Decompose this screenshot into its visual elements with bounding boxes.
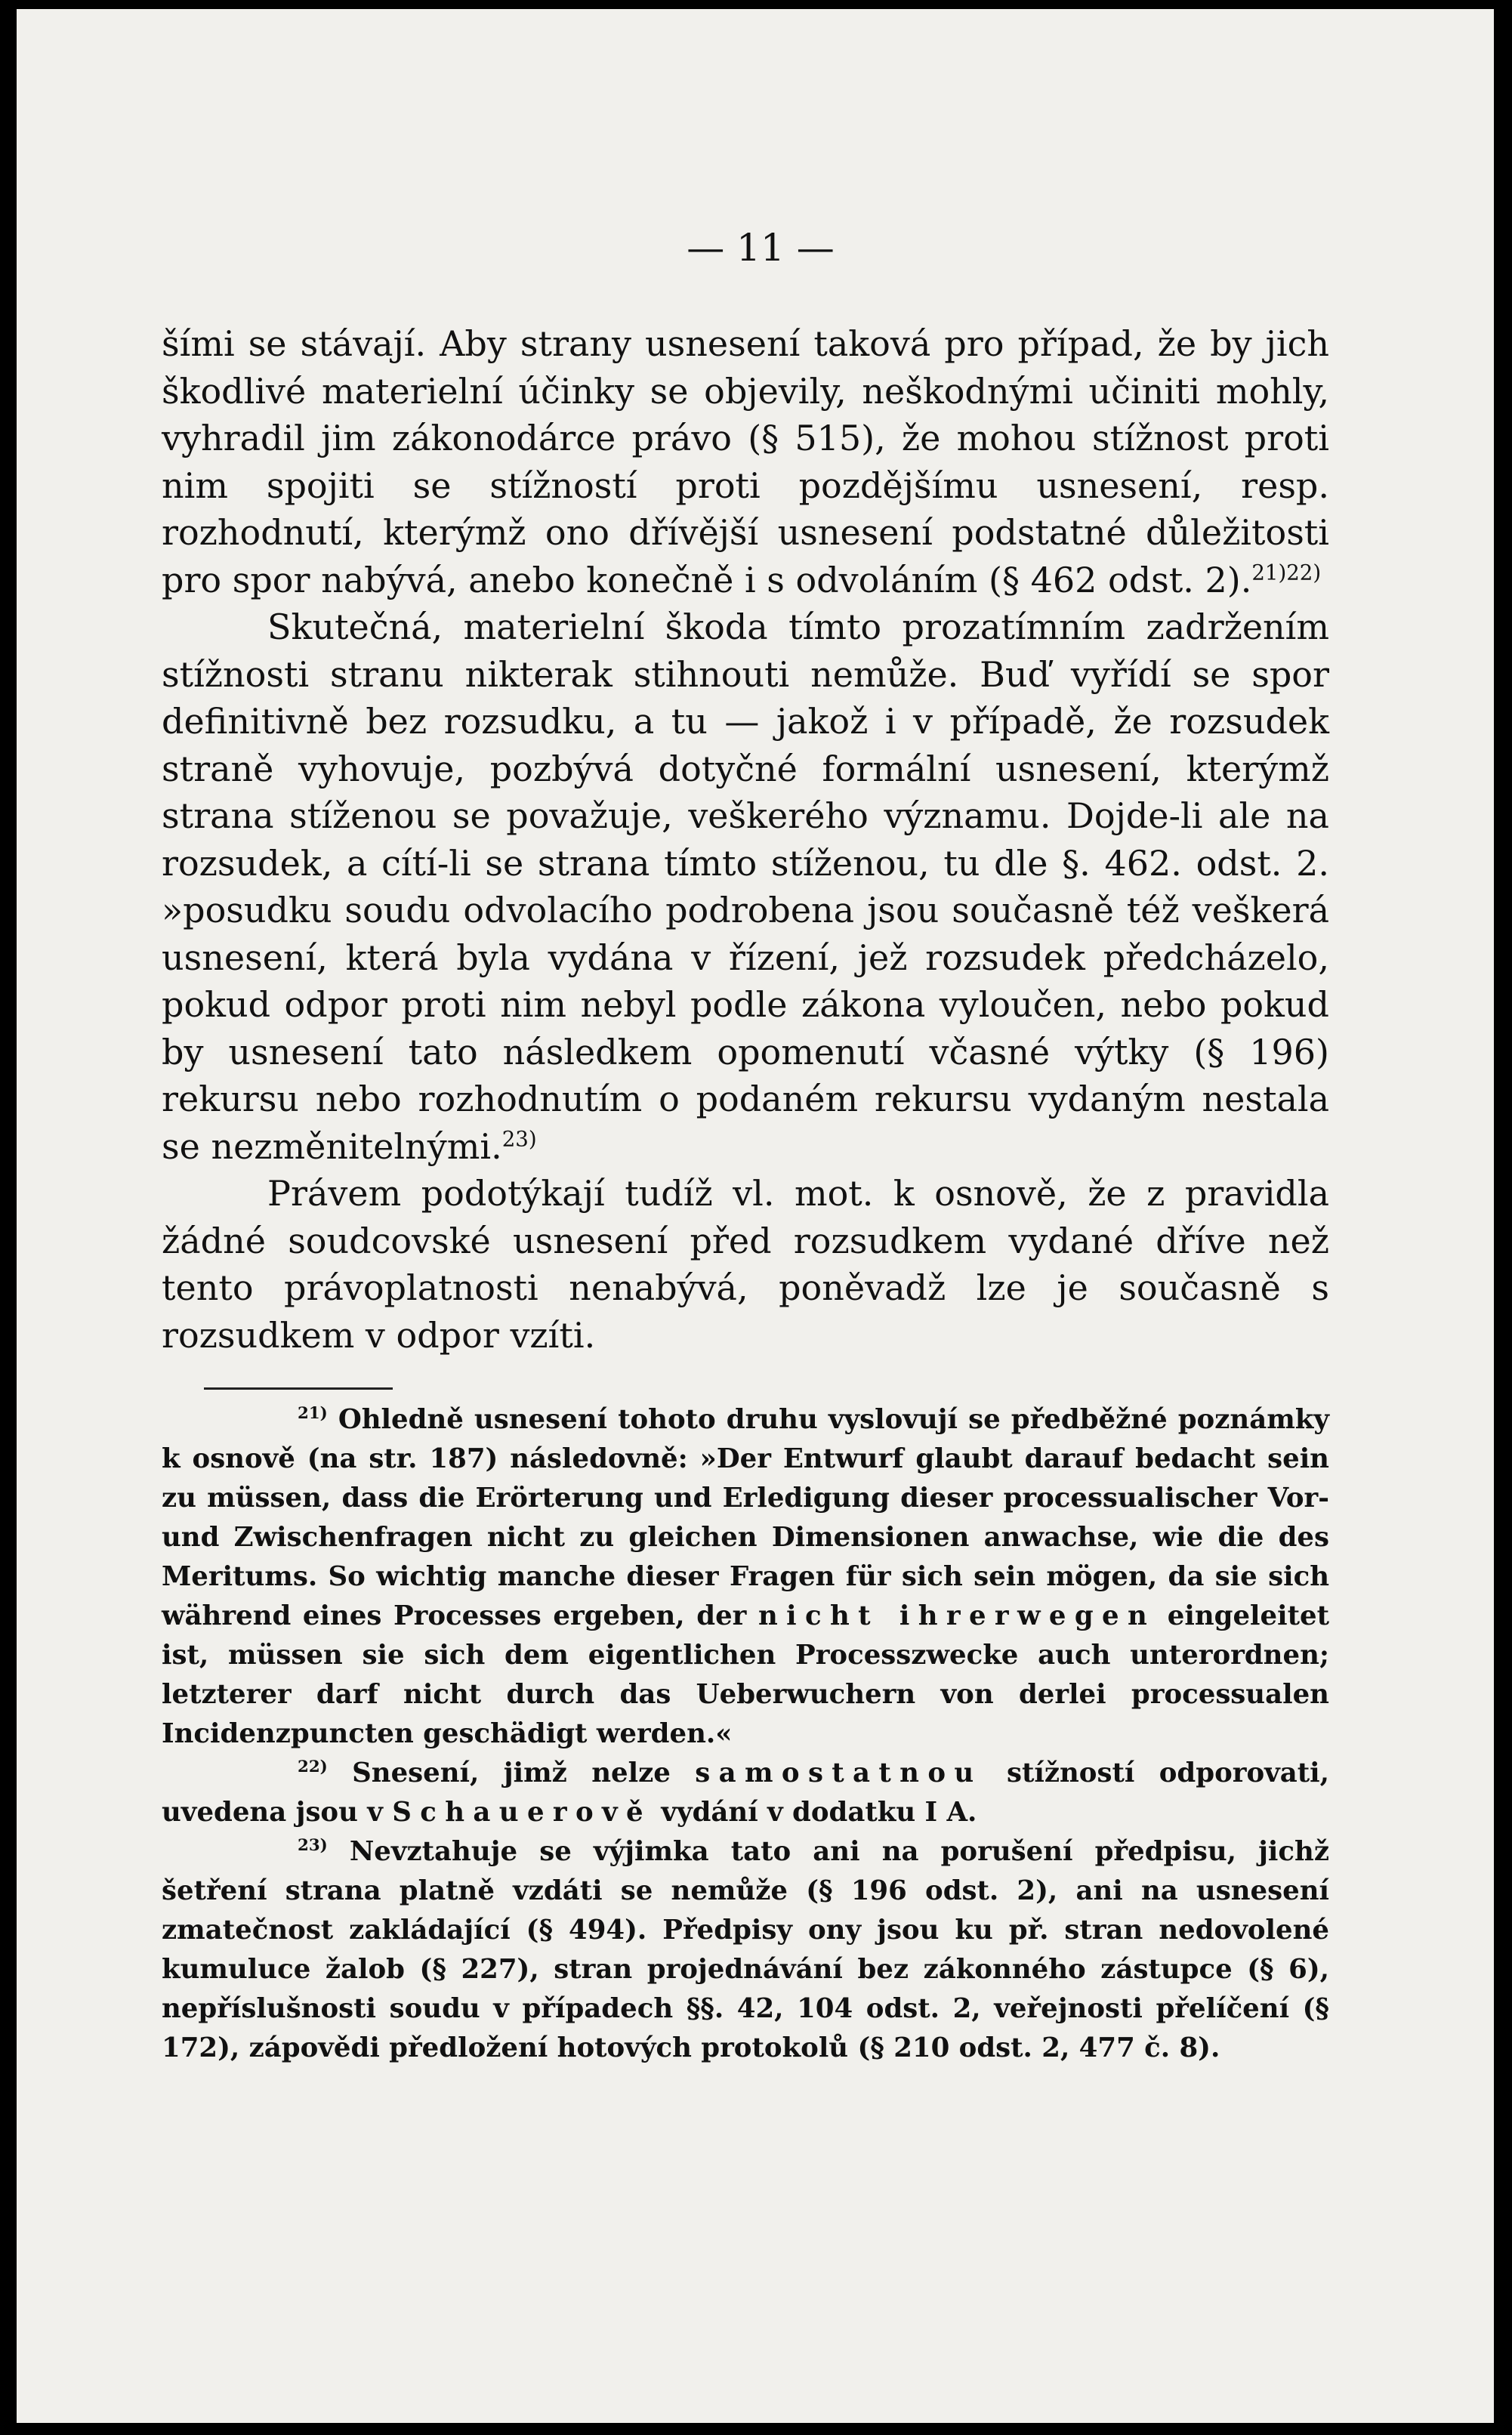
paragraph-1-text: šími se stávají. Aby strany usnesení taková pro případ, že by jich škodlivé materielní účinky se objevily, neškodnými učiniti mohly, vyhradil jim zákonodárce právo (§ 515), že mohou stížnost proti nim spojiti se stížností proti pozdějšímu usnesení, resp. rozhodnutí, kterýmž ono dřívější usnesení podstatné důležitosti pro spor nabývá, anebo konečně i s odvoláním (§ 462 odst. 2). (162, 323, 1329, 600)
footnote-21-text-a: Ohledně usnesení tohoto druhu vyslovují se předběžné poznámky k osnově (na str. 187) následovně: »Der Entwurf glaubt darauf bedacht sein zu müssen, dass die Erörterung und Erledigung dieser processualischer Vor- und Zwischenfragen nicht zu gleichen Dimensionen anwachse, wie die des Meritums. So wichtig manche dieser Fragen für sich sein mögen, da sie sich während eines Processes ergeben, der (162, 1404, 1329, 1631)
page-content (162, 225, 1329, 2068)
footnote-22-text-c: vydání v dodatku I A. (661, 1797, 977, 1828)
footnote-22-text-a: Snesení, jimž nelze (352, 1758, 671, 1788)
footnote-21-spaced-text: nicht ihrerwegen (758, 1600, 1156, 1631)
footnote-23-text: Nevztahuje se výjimka tato ani na porušení předpisu, jichž šetření strana platně vzdáti se nemůže (§ 196 odst. 2), ani na usnesení zmatečnost zakládající (§ 494). Předpisy ony jsou ku př. stran nedovolené kumuluce žalob (§ 227), stran projednávání bez zákonného zástupce (§ 6), nepříslušnosti soudu v případech §§. 42, 104 odst. 2, veřejnosti přelíčení (§ 172), zápovědi předložení hotových protokolů (§ 210 odst. 2, 477 č. 8). (162, 1836, 1330, 2063)
footnote-ref-21-22: 21)22) (1251, 560, 1322, 585)
page-number: — 11 — (687, 226, 835, 270)
footnote-divider (204, 1387, 393, 1390)
main-text (162, 320, 1329, 1359)
paragraph-2-text: Skutečná, materielní škoda tímto prozatímním zadržením stížnosti stranu nikterak stihnouti nemůže. Buď vyřídí se spor definitivně bez rozsudku, a tu — jakož i v případě, že rozsudek straně vyhovuje, pozbývá dotyčné formální usnesení, kterýmž strana stíženou se považuje, veškerého významu. Dojde-li ale na rozsudek, a cítí-li se strana tímto stíženou, tu dle §. 462. odst. 2. »posudku soudu odvolacího podrobena jsou současně též veškerá usnesení, která byla vydána v řízení, jež rozsudek předcházelo, pokud odpor proti nim nebyl podle zákona vyloučen, nebo pokud by usnesení tato následkem opomenutí včasné výtky (§ 196) rekursu nebo rozhodnutím o podaném rekursu vydaným nestala se nezměnitelnými. (162, 606, 1329, 1167)
footnote-22-spaced-name: Schauerově (392, 1797, 652, 1828)
footnote-22-number: 22) (298, 1758, 328, 1777)
footnote-22 (162, 1754, 1329, 1832)
paragraph-2 (162, 603, 1329, 1170)
paragraph-1 (162, 320, 1329, 603)
footnotes (162, 1400, 1329, 2068)
book-page (17, 9, 1494, 2423)
paragraph-3: Právem podotýkají tudíž vl. mot. k osnově, že z pravidla žádné soudcovské usnesení před rozsudkem vydané dříve než tento právoplatnosti nenabývá, poněvadž lze je současně s rozsudkem v odpor vzíti. (162, 1173, 1329, 1356)
footnote-22-spaced-text: samostatnou (695, 1758, 983, 1788)
footnote-21-text-b: eingeleitet ist, müssen sie sich dem eigentlichen Processzwecke auch unterordnen; letzterer darf nicht durch das Ueberwuchern von derlei processualen Incidenzpuncten geschädigt werden.« (162, 1600, 1329, 1749)
footnote-23-number: 23) (298, 1836, 328, 1856)
footnote-21-number: 21) (298, 1404, 328, 1424)
footnote-22-text-b: stížností odporovati, uvedena jsou v (162, 1758, 1330, 1828)
footnote-21 (162, 1400, 1329, 1754)
footnote-ref-23: 23) (501, 1126, 537, 1152)
footnote-23 (162, 1832, 1329, 2068)
